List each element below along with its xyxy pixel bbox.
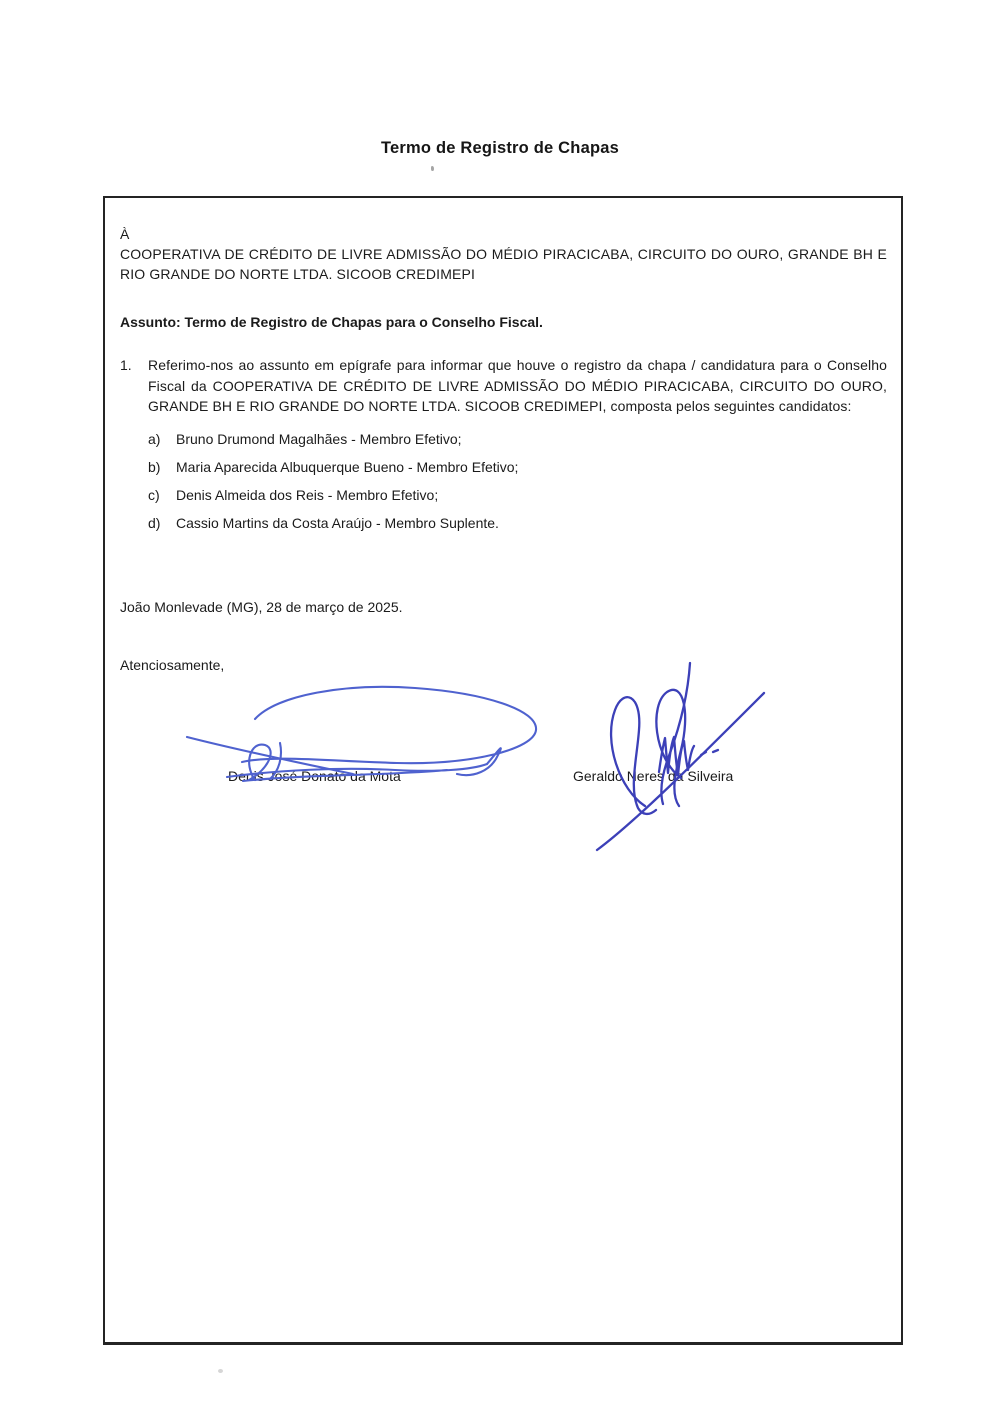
paragraph-text: Referimo-nos ao assunto em epígrafe para informar que houve o registro da chapa / candidatura para o Conselho Fiscal da COOPERATIVA DE CRÉDITO DE LIVRE ADMISSÃO DO MÉDIO PIRACICABA, CIRCUITO DO OURO, GRANDE BH E RIO GRANDE DO NORTE LTDA. SICOOB CREDIMEPI, composta pelos seguintes candidatos: [148, 357, 887, 414]
document-frame [103, 196, 903, 1345]
signature-geraldo-ink [593, 658, 778, 858]
signer-name-geraldo: Geraldo Neres da Silveira [573, 768, 734, 784]
scan-speck [431, 166, 434, 171]
list-item [148, 429, 887, 449]
list-item-letter: d) [148, 514, 161, 531]
closing-line: Atenciosamente, [120, 656, 225, 673]
candidate-list [148, 429, 887, 533]
list-item-letter: c) [148, 486, 160, 503]
list-item-letter: a) [148, 430, 161, 447]
list-item [148, 485, 887, 505]
salutation: À [120, 226, 130, 242]
signer-name-denis: Denis José Donato da Mota [228, 768, 401, 784]
list-item-letter: b) [148, 458, 161, 475]
list-item-text: Denis Almeida dos Reis - Membro Efetivo; [176, 486, 439, 503]
scan-speck [218, 1369, 223, 1373]
list-item [148, 513, 887, 533]
paragraph-number: 1. [120, 357, 132, 373]
signature-geraldo-strokes [597, 663, 764, 850]
list-item-text: Cassio Martins da Costa Araújo - Membro Suplente. [176, 514, 499, 531]
subject-line: Assunto: Termo de Registro de Chapas para o Conselho Fiscal. [120, 314, 543, 330]
list-item [148, 457, 887, 477]
list-item-text: Bruno Drumond Magalhães - Membro Efetivo; [176, 430, 462, 447]
date-place-line: João Monlevade (MG), 28 de março de 2025. [120, 598, 403, 615]
document-title: Termo de Registro de Chapas [381, 139, 619, 157]
signature-denis-ink [185, 683, 545, 778]
list-item-text: Maria Aparecida Albuquerque Bueno - Membro Efetivo; [176, 458, 519, 475]
recipient-name: COOPERATIVA DE CRÉDITO DE LIVRE ADMISSÃO DO MÉDIO PIRACICABA, CIRCUITO DO OURO, GRANDE BH E RIO GRANDE DO NORTE LTDA. SICOOB CREDIMEPI [120, 246, 887, 282]
numbered-paragraph [120, 355, 887, 417]
